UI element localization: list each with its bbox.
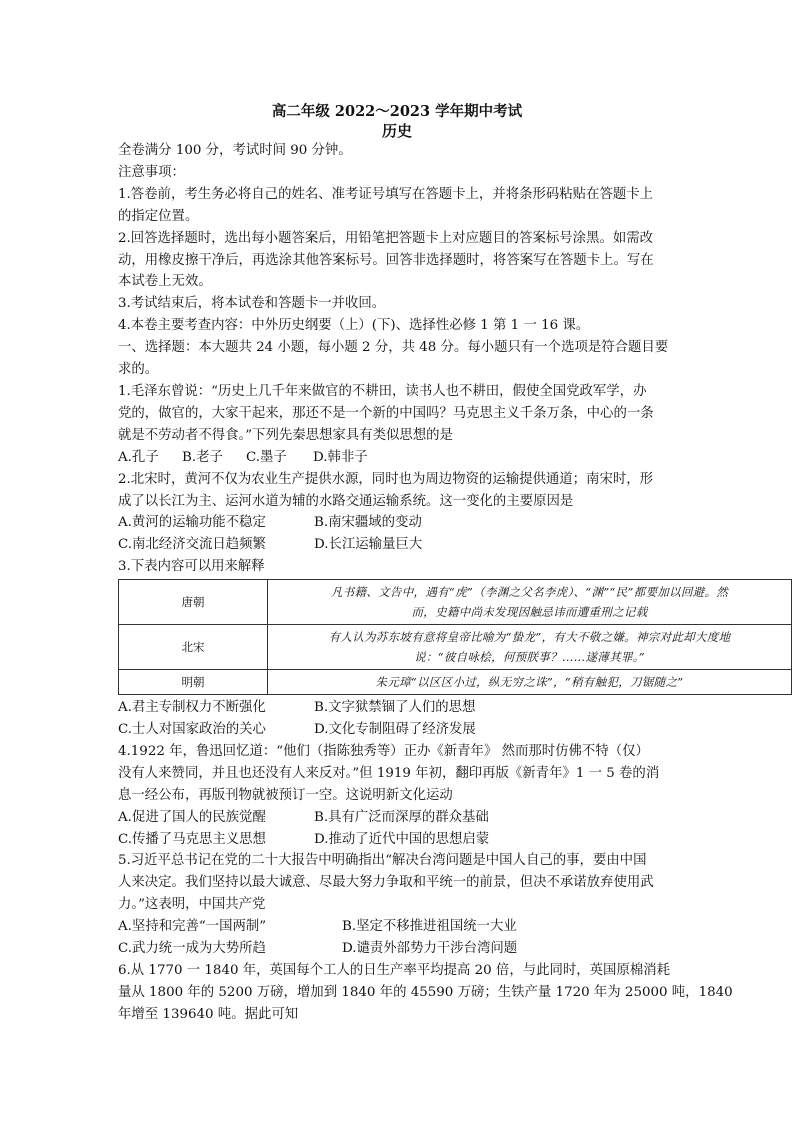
note-1-line-a: 1.答卷前，考生务必将自己的姓名、准考证号填写在答题卡上，并将条形码粘贴在答题卡上 [118,186,654,202]
table-row [119,580,792,625]
note-3: 3.考试结束后，将本试卷和答题卡一并收回。 [118,296,386,312]
q2-stem-a: 2.北宋时，黄河不仅为农业生产提供水源，同时也为周边物资的运输提供通道；南宋时，形 [118,471,654,487]
table-era: 明朝 [119,670,268,695]
q4-stem-a: 4.1922 年，鲁迅回忆道：“他们（指陈独秀等）正办《新青年》 然而那时仿佛不特（仅） [118,743,649,759]
section-1-line-a: 一、选择题：本大题共 24 小题，每小题 2 分，共 48 分。每小题只有一个选项是符合题目要 [118,340,669,356]
q1-option-c: C.墨子 [246,449,287,465]
q2-option-b: B.南宋疆域的变动 [314,515,422,531]
q4-stem-c: 息一经公布，再版刊物就被预订一空。这说明新文化运动 [118,787,453,803]
q3-stem: 3.下表内容可以用来解释 [118,559,265,575]
q1-option-b: B.老子 [182,449,223,465]
table-row [119,670,792,695]
table-era: 北宋 [119,625,268,670]
q6-stem-a: 6.从 1770 一 1840 年，英国每个工人的日生产率平均提高 20 倍，与此同时，英国原棉消耗 [118,963,671,978]
q1-options [118,447,678,469]
q3-option-b: B.文字狱禁锢了人们的思想 [314,700,476,716]
section-1-line-b: 求的。 [118,362,159,378]
q3-table [118,579,792,695]
table-content [268,670,792,695]
q2-options-row-2 [118,534,678,556]
note-2-line-a: 2.回答选择题时，选出每小题答案后，用铅笔把答题卡上对应题目的答案标号涂黑。如需改 [118,230,654,246]
q6-stem-c: 年增至 139640 吨。据此可知 [118,1006,299,1022]
q3-option-a: A.君主专制权力不断强化 [118,700,266,716]
q5-stem-a: 5.习近平总书记在党的二十大报告中明确指出“解决台湾问题是中国人自己的事，要由中国 [118,853,647,869]
q2-option-c: C.南北经济交流日趋频繁 [118,537,266,553]
q2-stem-b: 成了以长江为主、运河水道为辅的水路交通运输系统。这一变化的主要原因是 [118,493,574,509]
q5-stem-b: 人来决定。我们坚持以最大诚意、尽最大努力争取和平统一的前景，但决不承诺放弃使用武 [118,875,654,891]
q4-stem-b: 没有人来赞同，并且也还没有人来反对。”但 1919 年初，翻印再版《新青年》1 一 5 卷的消 [118,765,660,781]
q4-options-row-1 [118,807,678,829]
q2-option-d: D.长江运输量巨大 [314,537,423,553]
table-content-line: 而，史籍中尚未发现因触忌讳而遭重刑之记载 [411,605,648,620]
q4-option-c: C.传播了马克思主义思想 [118,831,266,847]
q4-option-b: B.具有广泛而深厚的群众基础 [314,809,489,825]
note-2-line-b: 动，用橡皮擦干净后，再选涂其他答案标号。回答非选择题时，将答案写在答题卡上。写在 [118,252,654,268]
table-content-line: 朱元璋“以区区小过，纵无穷之诛”，“稍有触犯，刀锯随之” [375,675,684,690]
q3-options-row-2 [118,719,678,741]
q5-option-b: B.坚定不移推进祖国统一大业 [342,919,517,935]
q1-stem-c: 就是不劳动者不得食。”下列先秦思想家具有类似思想的是 [118,427,453,443]
q1-option-a: A.孔子 [118,449,159,465]
q1-stem-a: 1.毛泽东曾说：“历史上几千年来做官的不耕田，读书人也不耕田，假使全国党政军学，办 [118,383,647,399]
exam-content [118,140,733,1026]
table-content-line: 凡书籍、文告中，遇有“虎”（李渊之父名李虎）、“渊”“民”都要加以回避。然 [330,585,729,600]
q2-options-row-1 [118,512,678,534]
note-4: 4.本卷主要考查内容：中外历史纲要（上）(下)、选择性必修 1 第 1 一 16 课。 [118,318,590,334]
q5-options-row-1 [118,916,678,938]
q5-option-d: D.谴责外部势力干涉台湾问题 [342,941,518,957]
q5-options-row-2 [118,938,678,960]
score-line: 全卷满分 100 分，考试时间 90 分钟。 [118,143,352,158]
table-content-line: 有人认为苏东坡有意将皇帝比喻为“蛰龙”，有大不敬之嫌。神宗对此却大度地 [328,630,731,645]
q4-options-row-2 [118,829,678,851]
q6-stem-b: 量从 1800 年的 5200 万磅，增加到 1840 年的 45590 万磅；生铁产量 1720 年为 25000 吨，1840 [118,984,733,1000]
q3-option-d: D.文化专制阻碍了经济发展 [314,722,476,738]
q3-option-c: C.士人对国家政治的关心 [118,722,266,738]
q1-stem-b: 党的，做官的，大家干起来，那还不是一个新的中国吗？马克思主义千条万条，中心的一条 [118,405,654,421]
note-2-line-c: 本试卷上无效。 [118,274,212,290]
note-1-line-b: 的指定位置。 [118,208,199,224]
exam-title: 高二年级 2022～2023 学年期中考试 [271,103,523,120]
table-content-line: 说：“彼自咏桧，何预朕事？……遂薄其罪。” [414,650,645,665]
table-era: 唐朝 [119,580,268,625]
q3-options-row-1 [118,697,678,719]
q1-option-d: D.韩非子 [313,449,368,465]
table-content [268,625,792,670]
notes-heading: 注意事项： [118,164,185,180]
exam-subject: 历史 [381,122,412,140]
table-row [119,625,792,670]
q5-stem-c: 力。”这表明，中国共产党 [118,897,266,913]
q4-option-a: A.促进了国人的民族觉醒 [118,809,266,825]
q5-option-c: C.武力统一成为大势所趋 [118,941,266,957]
q5-option-a: A.坚持和完善“一国两制” [118,919,267,935]
q4-option-d: D.推动了近代中国的思想启蒙 [314,831,490,847]
q2-option-a: A.黄河的运输功能不稳定 [118,515,266,531]
table-content [268,580,792,625]
